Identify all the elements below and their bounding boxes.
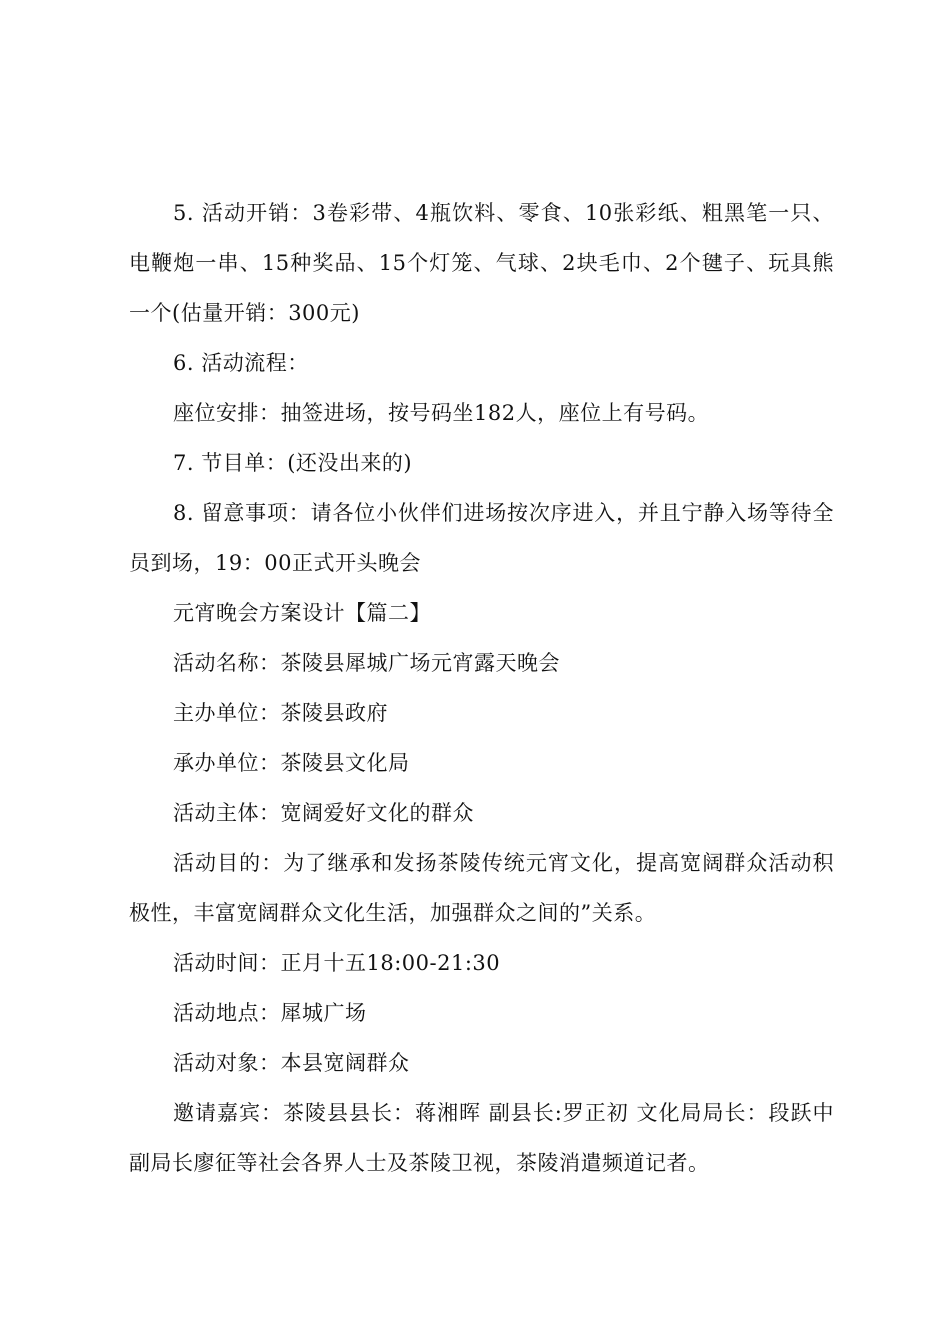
paragraph-activity-name: 活动名称：茶陵县犀城广场元宵露天晚会: [173, 651, 560, 675]
paragraph-audience: 活动对象：本县宽阔群众: [173, 1051, 410, 1075]
paragraph-seating: 座位安排：抽签进场，按号码坐182人，座位上有号码。: [173, 401, 710, 425]
paragraph-subject: 活动主体：宽阔爱好文化的群众: [173, 801, 474, 825]
document-body: [129, 188, 834, 1188]
paragraph-time: 活动时间：正月十五18:00-21:30: [173, 951, 501, 975]
paragraph-expenses: 5. 活动开销：3卷彩带、4瓶饮料、零食、10张彩纸、粗黑笔一只、电鞭炮一串、15种奖品、15个灯笼、气球、2块毛巾、2个毽子、玩具熊一个(估量开销：300元): [129, 201, 834, 325]
paragraph-program: 7. 节目单：(还没出来的): [173, 451, 413, 475]
paragraph-process-heading: 6. 活动流程：: [173, 351, 309, 375]
paragraph-location: 活动地点：犀城广场: [173, 1001, 367, 1025]
paragraph-guests: 邀请嘉宾：茶陵县县长：蒋湘晖 副县长:罗正初 文化局局长：段跃中 副局长廖征等社会各界人士及茶陵卫视，茶陵消遣频道记者。: [129, 1101, 834, 1175]
paragraph-notes: 8. 留意事项：请各位小伙伴们进场按次序进入，并且宁静入场等待全员到场，19：00正式开头晚会: [129, 501, 834, 575]
section-heading-part-two: 元宵晚会方案设计【篇二】: [173, 601, 431, 625]
paragraph-purpose: 活动目的：为了继承和发扬茶陵传统元宵文化，提高宽阔群众活动积极性，丰富宽阔群众文化生活，加强群众之间的”关系。: [129, 851, 834, 925]
paragraph-undertaker: 承办单位：茶陵县文化局: [173, 751, 410, 775]
paragraph-organizer: 主办单位：茶陵县政府: [173, 701, 388, 725]
